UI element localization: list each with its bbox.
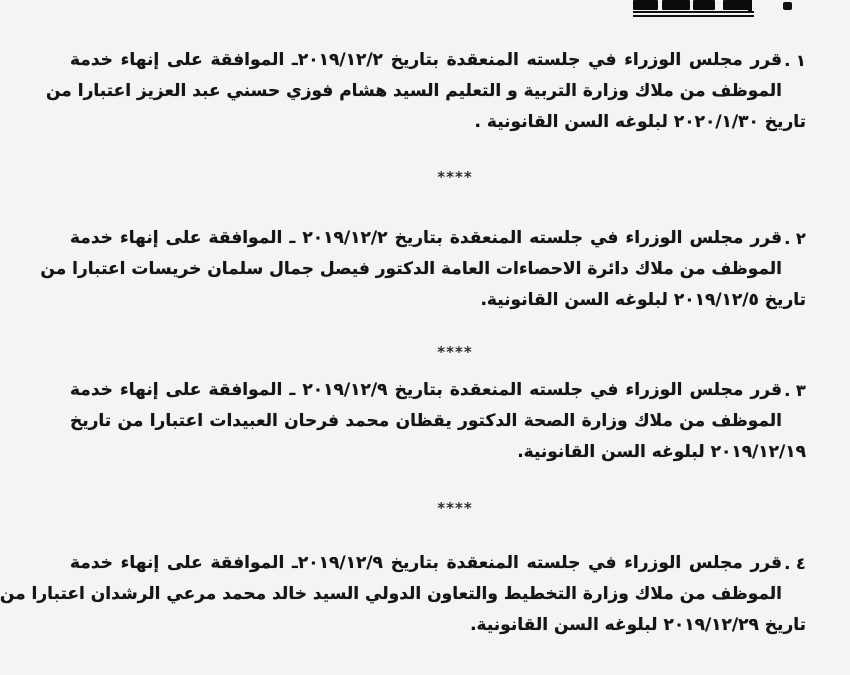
decision-item-4 (0, 548, 806, 641)
item-number: ٤ . (784, 554, 806, 573)
decision-item-3 (70, 375, 806, 468)
decision-line: ٢٠١٩/١٢/١٩ لبلوغه السن القانونية. (517, 442, 806, 462)
decision-line: الموظف من ملاك وزارة التخطيط والتعاون الدولي السيد خالد محمد مرعي الرشدان اعتبارا من (0, 584, 782, 604)
decision-line: تاريخ ٢٠١٩/١٢/٥ لبلوغه السن القانونية. (480, 290, 806, 310)
asterisk-separator: **** (437, 499, 473, 517)
decision-line: قرر مجلس الوزراء في جلسته المنعقدة بتاريخ ٢٠١٩/١٢/٩ ـ الموافقة على إنهاء خدمة (70, 380, 783, 400)
heading-glyph-block (693, 0, 715, 10)
heading-glyph-block (662, 0, 690, 10)
item-number: ٣ . (784, 381, 806, 400)
heading-glyph-block (723, 0, 749, 10)
decision-line: قرر مجلس الوزراء في جلسته المنعقدة بتاريخ ٢٠١٩/١٢/٩ـ الموافقة على إنهاء خدمة (70, 553, 782, 573)
page-heading-clipped (615, 0, 815, 20)
decision-line: الموظف من ملاك وزارة الصحة الدكتور يقظان محمد فرحان العبيدات اعتبارا من تاريخ (70, 411, 782, 431)
heading-glyph-block (633, 0, 658, 10)
decision-line: الموظف من ملاك دائرة الاحصاءات العامة الدكتور فيصل جمال سلمان خريسات اعتبارا من (40, 259, 782, 279)
asterisk-separator: **** (437, 343, 473, 361)
decision-line: تاريخ ٢٠٢٠/١/٣٠ لبلوغه السن القانونية . (474, 112, 806, 132)
decision-line: قرر مجلس الوزراء في جلسته المنعقدة بتاريخ ٢٠١٩/١٢/٢ـ الموافقة على إنهاء خدمة (70, 50, 782, 70)
asterisk-separator: **** (437, 168, 473, 186)
decision-line: الموظف من ملاك وزارة التربية و التعليم السيد هشام فوزي حسني عبد العزيز اعتبارا من (46, 81, 782, 101)
decision-line: تاريخ ٢٠١٩/١٢/٢٩ لبلوغه السن القانونية. (470, 615, 806, 635)
item-number: ٢ . (784, 229, 806, 248)
decision-line: قرر مجلس الوزراء في جلسته المنعقدة بتاريخ ٢٠١٩/١٢/٢ ـ الموافقة على إنهاء خدمة (70, 228, 783, 248)
heading-double-underline (633, 11, 754, 17)
item-number: ١ . (784, 51, 806, 70)
decision-item-2 (40, 223, 806, 316)
bullet-icon (783, 2, 792, 10)
decision-item-1 (46, 45, 806, 138)
